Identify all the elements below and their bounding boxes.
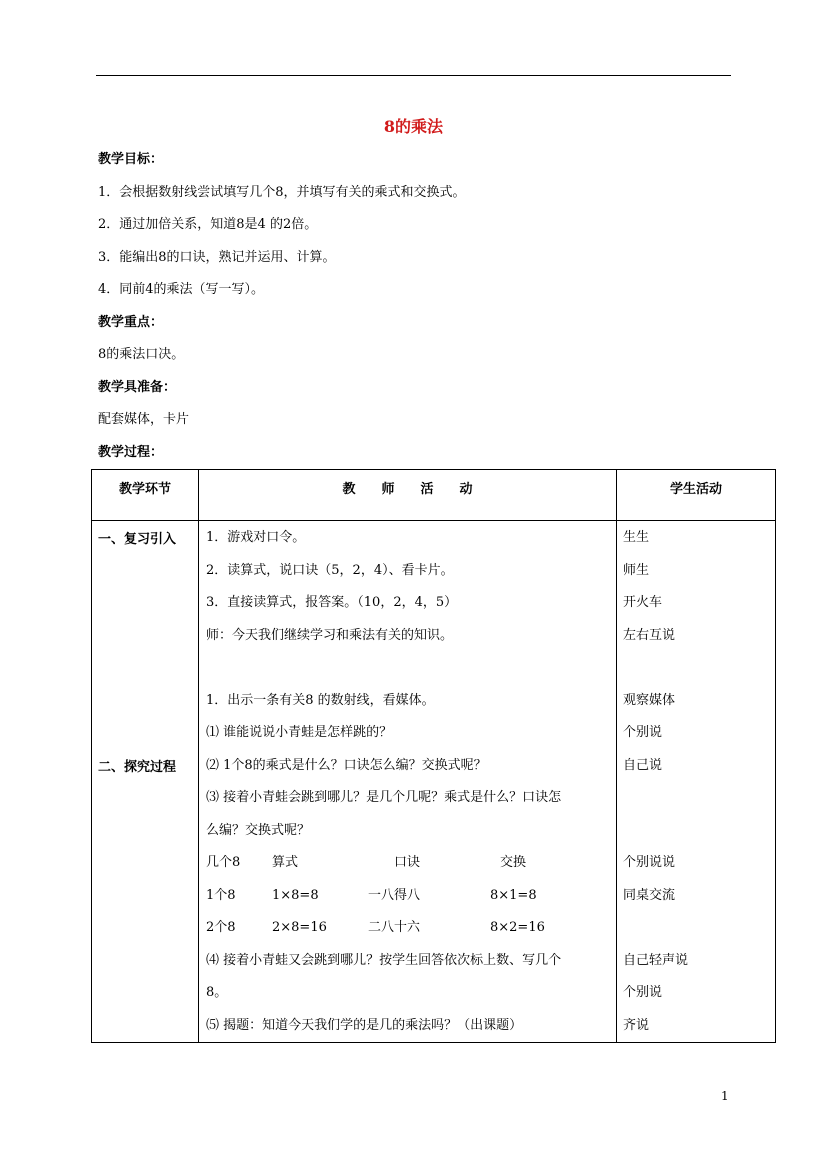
materials-label: 教学具准备： (98, 380, 177, 395)
teacher-line: ⑷ 接着小青蛙又会跳到哪儿？按学生回答依次标上数、写几个 (206, 952, 562, 968)
grid-cell: 1个8 (206, 887, 236, 903)
teacher-line: 么编？交换式呢？ (206, 822, 311, 838)
teacher-line: 2．读算式，说口诀（5，2，4）、看卡片。 (206, 562, 454, 578)
student-line: 个别说 (623, 725, 663, 740)
grid-cell: 一八得八 (368, 887, 421, 903)
stage-cell (92, 521, 199, 1043)
grid-cell: 2×8=16 (272, 920, 327, 935)
grid-row (199, 912, 616, 945)
student-line (617, 912, 775, 945)
page-title: 8的乘法 (383, 117, 444, 136)
teacher-line: 8。 (206, 985, 228, 1000)
stage-1: 一、复习引入 (98, 532, 177, 547)
teacher-line: ⑴ 谁能说说小青蛙是怎样跳的？ (206, 725, 393, 740)
student-line: 自己说 (623, 757, 663, 773)
header-student: 学生活动 (617, 470, 776, 521)
student-line: 自己轻声说 (623, 952, 689, 968)
grid-row (199, 847, 616, 880)
teacher-line: 3．直接读算式，报答案。（10，2，4，5） (206, 595, 458, 610)
grid-cell: 口诀 (394, 855, 421, 870)
teacher-cell (199, 521, 617, 1043)
student-line (617, 652, 775, 685)
student-line: 观察媒体 (623, 692, 676, 708)
teacher-line (199, 652, 616, 685)
grid-cell: 8×2=16 (490, 920, 545, 935)
focus-text: 8的乘法口决。 (98, 347, 185, 362)
grid-cell: 算式 (272, 855, 299, 870)
teacher-line: 师：今天我们继续学习和乘法有关的知识。 (206, 627, 454, 643)
student-line: 个别说 (623, 985, 663, 1000)
goal-item: 1．会根据数射线尝试填写几个8，并填写有关的乘式和交换式。 (98, 185, 466, 200)
focus-label: 教学重点： (98, 315, 164, 330)
header-rule (96, 75, 731, 76)
grid-cell: 几个8 (206, 855, 241, 870)
stage-2: 二、探究过程 (98, 760, 177, 775)
student-line: 开火车 (623, 595, 663, 610)
goal-item: 4．同前4的乘法（写一写）。 (98, 282, 265, 297)
student-line (617, 815, 775, 848)
teacher-line: ⑸ 揭题：知道今天我们学的是几的乘法吗？（出课题） (206, 1017, 523, 1033)
student-line: 齐说 (623, 1017, 650, 1033)
student-line: 左右互说 (623, 627, 676, 643)
materials-text: 配套媒体，卡片 (98, 412, 190, 427)
page-number: 1 (721, 1089, 729, 1103)
header-stage: 教学环节 (92, 470, 199, 521)
header-teacher: 教 师 活 动 (199, 470, 617, 521)
student-line (617, 782, 775, 815)
grid-cell: 1×8=8 (272, 887, 319, 903)
teacher-line: ⑶ 接着小青蛙会跳到哪儿？是几个几呢？乘式是什么？口诀怎 (206, 790, 562, 805)
goal-item: 3．能编出8的口诀，熟记并运用、计算。 (98, 250, 336, 265)
process-label: 教学过程： (98, 445, 164, 460)
student-cell (617, 521, 776, 1043)
table-row (92, 521, 776, 1043)
teacher-line: 1．游戏对口令。 (206, 530, 306, 545)
student-line: 同桌交流 (623, 887, 676, 903)
grid-cell: 二八十六 (368, 920, 421, 935)
grid-cell: 交换 (500, 855, 527, 870)
goal-item: 2．通过加倍关系，知道8是4 的2倍。 (98, 217, 318, 232)
student-line: 生生 (623, 530, 650, 545)
table-header-row (92, 470, 776, 521)
student-line: 个别说说 (623, 855, 676, 870)
teacher-line: 1．出示一条有关8 的数射线，看媒体。 (206, 692, 435, 708)
grid-cell: 8×1=8 (490, 887, 537, 903)
grid-cell: 2个8 (206, 920, 236, 935)
grid-row (199, 880, 616, 913)
process-table (91, 469, 776, 1043)
teacher-line: ⑵ 1个8的乘式是什么？口诀怎么编？交换式呢？ (206, 757, 487, 773)
student-line: 师生 (623, 562, 650, 578)
goals-label: 教学目标： (98, 152, 164, 167)
